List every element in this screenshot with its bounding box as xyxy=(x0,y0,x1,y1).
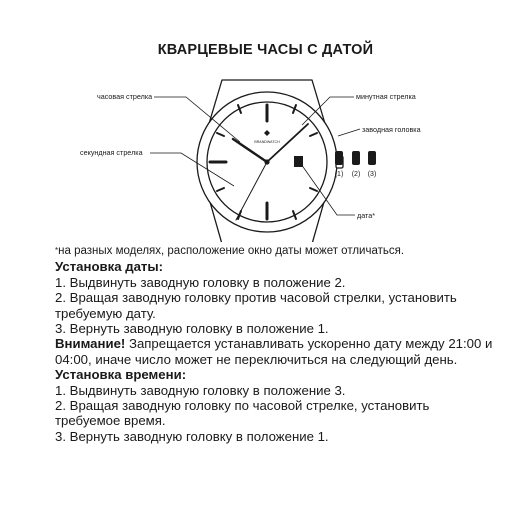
center-pin xyxy=(264,159,269,164)
date-step-3: 3. Вернуть заводную головку в положение 1. xyxy=(55,321,329,337)
time-setting-heading: Установка времени: xyxy=(55,367,187,383)
date-setting-heading: Установка даты: xyxy=(55,259,164,275)
instructions xyxy=(55,244,495,444)
crown-positions xyxy=(335,151,376,165)
page-title: КВАРЦЕВЫЕ ЧАСЫ С ДАТОЙ xyxy=(157,42,374,58)
watch-diagram xyxy=(0,70,531,242)
crown-position-3: (3) xyxy=(367,171,377,178)
second-hand-label: секундная стрелка xyxy=(80,148,143,157)
svg-text:BRANDWATCH: BRANDWATCH xyxy=(254,140,280,144)
time-step-2: 2. Вращая заводную головку по часовой стрелке, установить требуемое время. xyxy=(55,398,430,429)
warning xyxy=(55,336,495,367)
hour-hand-label: часовая стрелка xyxy=(97,92,153,101)
time-step-1: 1. Выдвинуть заводную головку в положение 3. xyxy=(55,382,346,398)
warning-text: Запрещается устанавливать ускоренно дату между 21:00 и 04:00, иначе число может не переключиться на следующий день. xyxy=(55,336,493,367)
date-step-2: 2. Вращая заводную головку против часовой стрелки, установить требуемую дату. xyxy=(55,290,457,321)
time-step-3: 3. Вернуть заводную головку в положение 1. xyxy=(55,428,329,444)
date-label: дата* xyxy=(357,211,376,220)
crown-position-2: (2) xyxy=(351,171,361,178)
crown-label: заводная головка xyxy=(362,125,421,134)
footnote: *на разных моделях, расположение окно даты может отличаться. xyxy=(55,245,405,257)
minute-hand-label: минутная стрелка xyxy=(356,92,416,101)
crown-position-1: (1) xyxy=(334,171,344,178)
warning-label: Внимание! xyxy=(55,336,126,352)
date-step-1: 1. Выдвинуть заводную головку в положение 2. xyxy=(55,274,346,290)
